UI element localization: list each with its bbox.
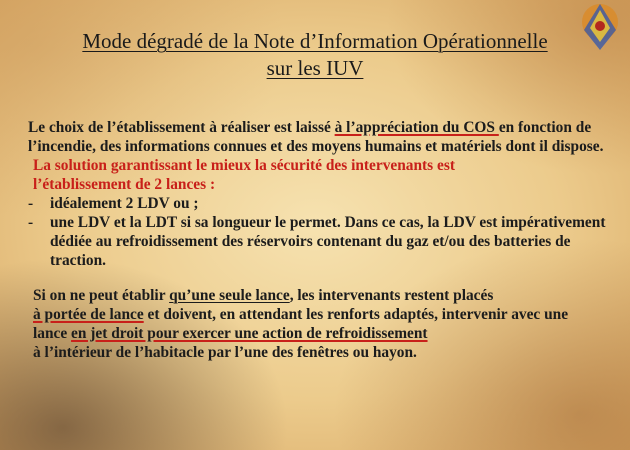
- intro-paragraph: [28, 118, 606, 156]
- cos-appreciation-highlight: à l’appréciation du COS: [334, 119, 499, 136]
- list-dash: -: [28, 214, 34, 231]
- single-lance-text-2: , les intervenants restent placés: [289, 287, 494, 304]
- intro-text-2: en fonction de l’incendie, des informations connues et des moyens humains et matériels dont il dispose.: [28, 119, 604, 155]
- list-item-text: une LDV et la LDT si sa longueur le permet. Dans ce cas, la LDV est impérativement dédiée au refroidissement des réservoirs contenant du gaz et/ou des batteries de traction.: [50, 214, 606, 269]
- single-lance-text-1: Si on ne peut établir: [33, 287, 170, 304]
- portee-de-lance-highlight: à portée de lance: [33, 306, 144, 323]
- list-item: [28, 213, 606, 270]
- solution-line-1: La solution garantissant le mieux la sécurité des intervenants est: [33, 157, 455, 174]
- list-dash: -: [28, 195, 34, 212]
- solution-statement: [28, 156, 606, 194]
- page-title: [0, 28, 630, 82]
- list-item: [28, 194, 606, 213]
- solution-line-2: l’établissement de 2 lances :: [33, 176, 216, 193]
- single-lance-highlight: qu’une seule lance: [169, 287, 290, 304]
- title-line-2: sur les IUV: [266, 56, 364, 80]
- jet-droit-highlight: en jet droit pour exercer une action de refroidissement: [71, 325, 428, 342]
- title-line-1: Mode dégradé de la Note d’Information Opérationnelle: [82, 29, 548, 53]
- list-item-text: idéalement 2 LDV ou ;: [50, 195, 199, 212]
- single-lance-paragraph: [28, 286, 606, 362]
- lance-options-list: [28, 194, 606, 270]
- content-body: [28, 118, 606, 362]
- intro-text-1: Le choix de l’établissement à réaliser est laissé: [28, 119, 335, 136]
- single-lance-text-3: et doivent, en attendant les renforts adaptés, intervenir avec une lance: [33, 306, 569, 342]
- single-lance-text-4: à l’intérieur de l’habitacle par l’une des fenêtres ou hayon.: [33, 344, 417, 361]
